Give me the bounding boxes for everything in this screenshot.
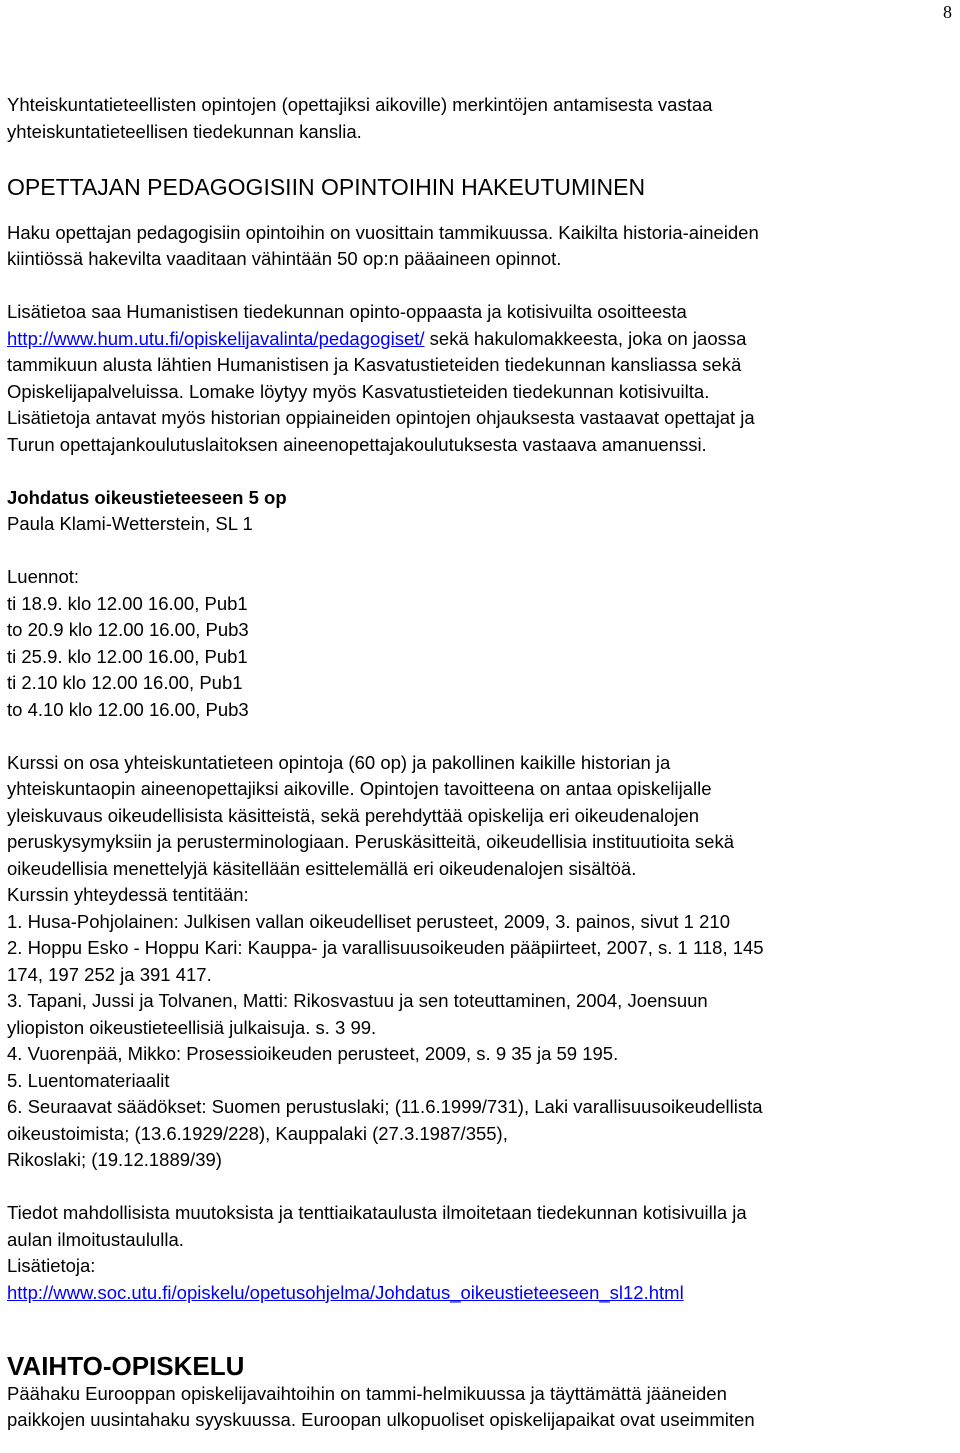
reading-item: 5. Luentomateriaalit bbox=[7, 1069, 170, 1091]
info-line bbox=[7, 1280, 952, 1307]
course-description-line: peruskysymyksiin ja perusterminologiaan. Peruskäsitteitä, oikeudellisia instituutioita sekä bbox=[7, 831, 734, 852]
intro-line-2: yhteiskuntatieteellisen tiedekunnan kanslia. bbox=[7, 120, 362, 142]
paragraph-line: kiintiössä hakevilta vaaditaan vähintään 50 op:n pääaineen opinnot. bbox=[7, 248, 562, 269]
page-number: 8 bbox=[943, 2, 952, 22]
lecture-item: to 4.10 klo 12.00 16.00, Pub3 bbox=[7, 698, 249, 720]
pedagogiset-link[interactable]: http://www.hum.utu.fi/opiskelijavalinta/pedagogiset/ bbox=[7, 327, 425, 349]
lectures-label: Luennot: bbox=[7, 566, 80, 587]
reading-item: 1. Husa-Pohjolainen: Julkisen vallan oikeudelliset perusteet, 2009, 3. painos, sivut 1 210 bbox=[7, 910, 730, 932]
reading-item: Rikoslaki; (19.12.1889/39) bbox=[7, 1149, 222, 1170]
lecture-item: ti 25.9. klo 12.00 16.00, Pub1 bbox=[7, 645, 248, 667]
reading-item: 3. Tapani, Jussi ja Tolvanen, Matti: Rikosvastuu ja sen toteuttaminen, 2004, Joensuun bbox=[7, 990, 708, 1011]
lecture-item: to 20.9 klo 12.00 16.00, Pub3 bbox=[7, 619, 249, 640]
paragraph-line: Haku opettajan pedagogisiin opintoihin on vuosittain tammikuussa. Kaikilta historia-aineiden bbox=[7, 221, 759, 243]
reading-item: oikeustoimista; (13.6.1929/228), Kauppalaki (27.3.1987/355), bbox=[7, 1122, 508, 1144]
lecture-item: ti 2.10 klo 12.00 16.00, Pub1 bbox=[7, 672, 243, 693]
course-info-link[interactable]: http://www.soc.utu.fi/opiskelu/opetusohjelma/Johdatus_oikeustieteeseen_sl12.html bbox=[7, 1281, 684, 1303]
paragraph-line: Turun opettajankoulutuslaitoksen aineenopettajakoulutuksesta vastaava amanuenssi. bbox=[7, 433, 707, 455]
paragraph-line: tammikuun alusta lähtien Humanistisen ja Kasvatustieteiden tiedekunnan kansliassa sekä bbox=[7, 354, 742, 375]
paragraph-line bbox=[7, 326, 952, 353]
notice-line: aulan ilmoitustaululla. bbox=[7, 1228, 184, 1250]
document-body bbox=[7, 92, 952, 1434]
lecture-item: ti 18.9. klo 12.00 16.00, Pub1 bbox=[7, 592, 248, 614]
section-heading-pedagogical: OPETTAJAN PEDAGOGISIIN OPINTOIHIN HAKEUTUMINEN bbox=[7, 173, 646, 200]
paragraph-line: Päähaku Eurooppan opiskelijavaihtoihin on tammi-helmikuussa ja täyttämättä jääneiden bbox=[7, 1382, 727, 1404]
course-title: Johdatus oikeustieteeseen 5 op bbox=[7, 486, 287, 508]
course-description-line: yleiskuvaus oikeudellisista käsitteistä, sekä perehdyttää opiskelija eri oikeudenalojen bbox=[7, 804, 700, 826]
reading-item: 2. Hoppu Esko - Hoppu Kari: Kauppa- ja varallisuusoikeuden pääpiirteet, 2007, s. 1 118, 145 bbox=[7, 937, 764, 958]
intro-line-1: Yhteiskuntatieteellisten opintojen (opettajiksi aikoville) merkintöjen antamisesta vastaa bbox=[7, 94, 713, 115]
paragraph-line: Lisätietoa saa Humanistisen tiedekunnan opinto-oppaasta ja kotisivuilta osoitteesta bbox=[7, 301, 687, 322]
notice-line: Tiedot mahdollisista muutoksista ja tenttiaikataulusta ilmoitetaan tiedekunnan kotisivuilla ja bbox=[7, 1202, 747, 1223]
course-description-line: Kurssi on osa yhteiskuntatieteen opintoja (60 op) ja pakollinen kaikille historian ja bbox=[7, 751, 671, 773]
exam-label: Kurssin yhteydessä tentitään: bbox=[7, 884, 249, 905]
course-teacher: Paula Klami-Wetterstein, SL 1 bbox=[7, 513, 253, 534]
paragraph-line: paikkojen uusintahaku syyskuussa. Euroopan ulkopuoliset opiskelijapaikat ovat useimmiten bbox=[7, 1409, 755, 1430]
reading-item: 4. Vuorenpää, Mikko: Prosessioikeuden perusteet, 2009, s. 9 35 ja 59 195. bbox=[7, 1043, 619, 1064]
paragraph-text: sekä hakulomakkeesta, joka on jaossa bbox=[424, 327, 747, 349]
course-description-line: yhteiskuntaopin aineenopettajiksi aikoville. Opintojen tavoitteena on antaa opiskelijalle bbox=[7, 778, 712, 799]
reading-item: 6. Seuraavat säädökset: Suomen perustuslaki; (11.6.1999/731), Laki varallisuusoikeudellista bbox=[7, 1096, 763, 1117]
paragraph-line: Opiskelijapalveluissa. Lomake löytyy myös Kasvatustieteiden tiedekunnan kotisivuilta. bbox=[7, 380, 710, 402]
paragraph-line: Lisätietoja antavat myös historian oppiaineiden opintojen ohjauksesta vastaavat opettajat ja bbox=[7, 407, 755, 428]
info-label: Lisätietoja: bbox=[7, 1255, 96, 1276]
course-description-line: oikeudellisia menettelyjä käsitellään esittelemällä eri oikeudenalojen sisältöä. bbox=[7, 857, 637, 879]
reading-item: yliopiston oikeustieteellisiä julkaisuja. s. 3 99. bbox=[7, 1016, 377, 1038]
section-heading-exchange: VAIHTO-OPISKELU bbox=[7, 1350, 245, 1381]
reading-item: 174, 197 252 ja 391 417. bbox=[7, 963, 212, 985]
